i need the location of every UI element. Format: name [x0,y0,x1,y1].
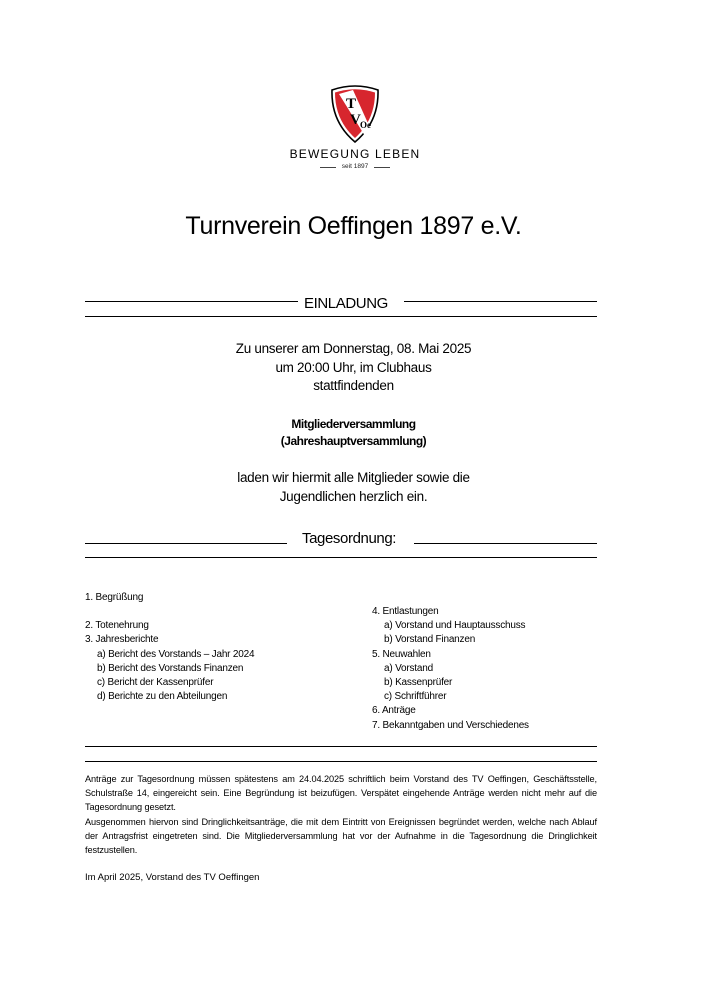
invitation-closing [0,468,707,506]
rule-agenda-right [414,543,597,544]
agenda-left-column [85,591,254,704]
founding-year-row [320,163,390,173]
rule-agenda-end-1 [85,746,597,747]
agenda-subitem: a) Bericht des Vorstands – Jahr 2024 [97,648,255,660]
rule-einladung-right [404,301,597,302]
rule-einladung-under [85,316,597,317]
agenda-subitem: b) Kassenprüfer [384,677,453,689]
agenda-subitem: b) Vorstand Finanzen [384,634,476,646]
decor-line-right [374,167,390,168]
invitation-line: stattfindenden [313,378,394,393]
club-logo [329,84,381,144]
agenda-item: 6. Anträge [372,705,416,717]
agenda-subitem: c) Schriftführer [384,691,447,703]
agenda-item: 3. Jahresberichte [85,634,159,646]
invitation-closing-line: laden wir hiermit alle Mitglieder sowie die [237,470,470,485]
logo-letter-oe: Oe [360,120,371,130]
notes-paragraph: Ausgenommen hiervon sind Dringlichkeitsanträge, die mit dem Eintritt von Ereignissen begründet werden, welche nach Ablauf der Antragsfrist eingetreten sind. Die Mitgliederversammlung hat vor der Aufnahme in die Tagesordnung die Dringlichkeit festzustellen. [85,816,597,856]
agenda-subitem: a) Vorstand und Hauptausschuss [384,620,526,632]
agenda-item: 5. Neuwahlen [372,648,431,660]
notes-paragraph: Anträge zur Tagesordnung müssen spätestens am 24.04.2025 schriftlich beim Vorstand des TV Oeffingen, Geschäftsstelle, Schulstraße 14, eingereicht sein. Eine Begründung ist beizufügen. Verspätet eingehende Anträge werden nicht mehr auf die Tagesordnung gesetzt. [85,774,597,813]
agenda-right-column [372,605,529,733]
agenda-subitem: c) Bericht der Kassenprüfer [97,677,214,689]
meeting-title: Mitgliederversammlung [291,417,416,431]
club-slogan: BEWEGUNG LEBEN [289,147,421,161]
founding-year: seit 1897 [341,163,369,170]
rule-agenda-under [85,557,597,558]
agenda-heading: Tagesordnung: [302,530,397,547]
rule-agenda-left [85,543,287,544]
meeting-name [0,416,707,450]
notes [85,772,597,857]
invitation-closing-line: Jugendlichen herzlich ein. [279,489,428,504]
signoff: Im April 2025, Vorstand des TV Oeffingen [85,872,260,883]
rule-einladung-left [85,301,298,302]
invitation-line: Zu unserer am Donnerstag, 08. Mai 2025 [235,341,472,356]
agenda-item: 1. Begrüßung [85,592,144,603]
logo-letter-v: V [350,112,361,128]
meeting-subtitle: (Jahreshauptversammlung) [280,434,427,448]
agenda-subitem: a) Vorstand [384,662,433,674]
club-title: Turnverein Oeffingen 1897 e.V. [185,212,522,240]
agenda-subitem: b) Bericht des Vorstands Finanzen [97,662,244,674]
invitation-text [0,340,707,396]
agenda-item: 7. Bekanntgaben und Verschiedenes [372,719,529,731]
agenda-item: 2. Totenehrung [85,620,149,632]
logo-letter-t: T [346,96,357,112]
invitation-line: um 20:00 Uhr, im Clubhaus [275,359,432,375]
invitation-heading: EINLADUNG [304,295,388,312]
rule-agenda-end-2 [85,761,597,762]
agenda-item: 4. Entlastungen [372,606,439,617]
agenda-subitem: d) Berichte zu den Abteilungen [97,691,228,703]
